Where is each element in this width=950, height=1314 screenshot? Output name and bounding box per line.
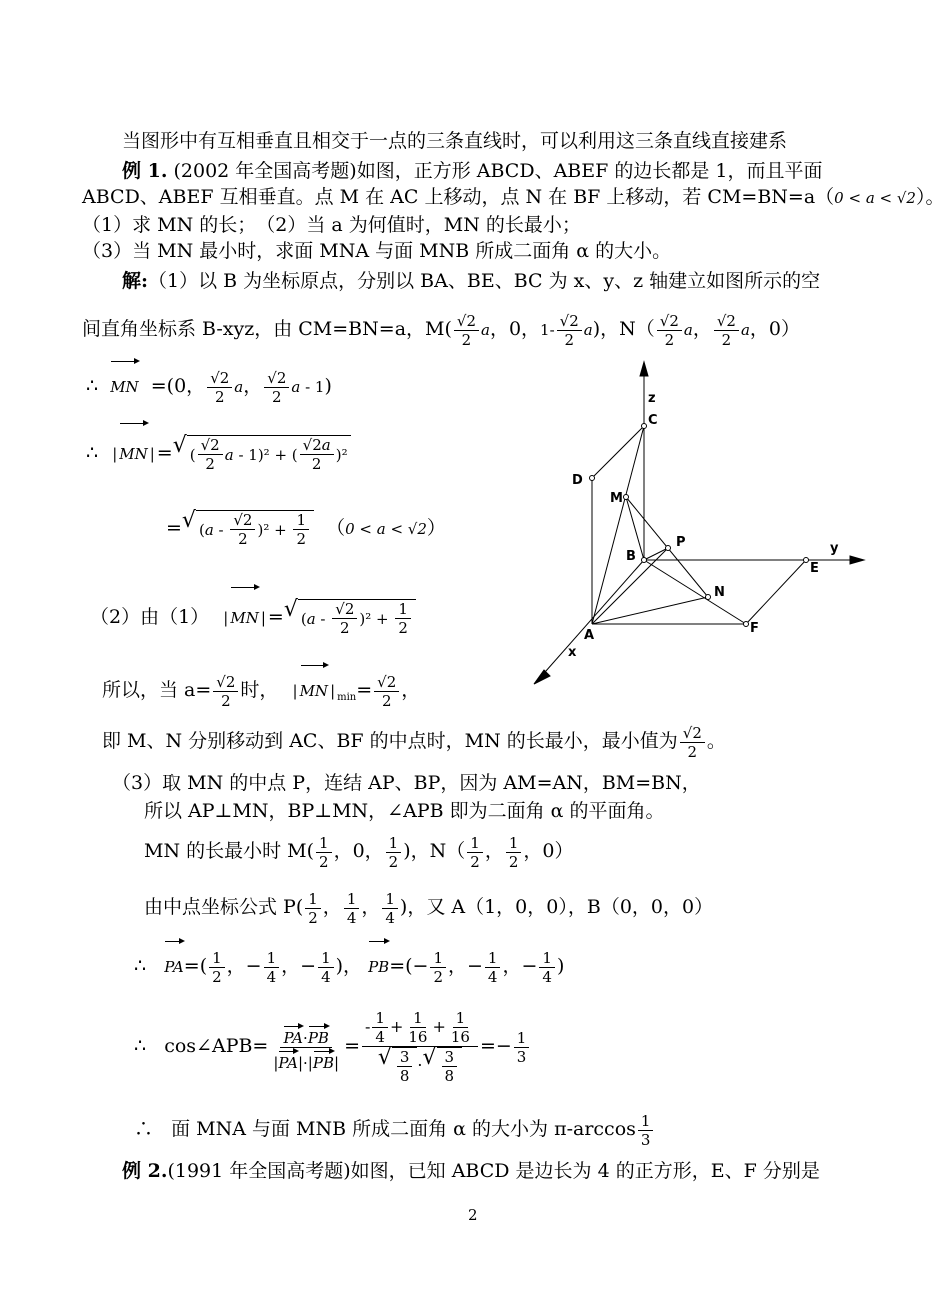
x-arrow bbox=[534, 670, 550, 684]
mn-length-line: ∴ | MN | = √ ( $\frac{√2}{2}$ a - 1)² + ( $\frac{√2a}{2}$ )² bbox=[86, 420, 351, 482]
z-arrow bbox=[640, 362, 648, 376]
label-D: D bbox=[572, 473, 583, 488]
example-1-source: (2002 年全国高考题)如图，正方形 ABCD、ABEF 的边长都是 1，而且平面 bbox=[173, 160, 823, 182]
conclusion-line: 即 M、N 分别移动到 AC、BF 的中点时，MN 的长最小，最小值为 $\frac{√2}{2}$ 。 bbox=[102, 723, 726, 761]
label-x: x bbox=[568, 645, 577, 660]
cos-apb-line: ∴ cos∠APB= $\frac{PA\cdot PB}{|PA|\cdot|PB|}$ = - $\frac{1}{4}$ + $\frac{1}{16}$ + $\frac{1}{16}$ √ $\frac{3}{8}$ · √ $\frac{3}{8}$ =− $\frac{1}{3}$ bbox=[134, 994, 531, 1098]
example-1-label: 例 1. bbox=[122, 160, 168, 182]
intro-line: 当图形中有互相垂直且相交于一点的三条直线时，可以利用这三条直线直接建系 bbox=[122, 130, 788, 152]
example-1-heading bbox=[122, 158, 822, 184]
question-1-2: （1）求 MN 的长； （2）当 a 为何值时，MN 的长最小； bbox=[82, 214, 581, 236]
example-1-line2: ABCD、ABEF 互相垂直。点 M 在 AC 上移动，点 N 在 BF 上移动，若 CM=BN=a（0 < a < √2）。 bbox=[82, 186, 945, 208]
label-F: F bbox=[750, 621, 759, 636]
x-axis bbox=[538, 560, 644, 680]
label-P: P bbox=[676, 535, 686, 550]
so-when-line: 所以，当 a= $\frac{√2}{2}$ 时， | MN | $_{min}$= $\frac{√2}{2}$ ， bbox=[102, 662, 420, 721]
coordinate-figure bbox=[520, 350, 880, 695]
edge-CA bbox=[592, 426, 644, 624]
label-z: z bbox=[648, 391, 656, 406]
label-E: E bbox=[810, 561, 819, 576]
y-arrow bbox=[850, 556, 864, 564]
segment-AN bbox=[592, 597, 708, 624]
solution-line2: 间直角坐标系 B-xyz，由 CM=BN=a，M( $\frac{√2}{2}$ a，0，1- $\frac{√2}{2}$ a)，N（ $\frac{√2}{2}$ a， $\frac{√2}{2}$ a，0） bbox=[82, 311, 801, 349]
final-answer-line: ∴ 面 MNA 与面 MNB 所成二面角 α 的大小为 π-arccos $\frac{1}{3}$ bbox=[134, 1106, 655, 1152]
part3-line2: 所以 AP⊥MN，BP⊥MN，∠APB 即为二面角 α 的平面角。 bbox=[144, 800, 665, 822]
label-N: N bbox=[714, 585, 725, 600]
label-B: B bbox=[626, 549, 636, 564]
part3-line1: （3）取 MN 的中点 P，连结 AP、BP，因为 AM=AN，BM=BN， bbox=[112, 772, 701, 794]
label-M: M bbox=[610, 491, 623, 506]
edge-CD bbox=[592, 426, 644, 478]
edge-FE bbox=[746, 560, 806, 624]
page-number: 2 bbox=[468, 1206, 478, 1224]
label-A: A bbox=[584, 628, 595, 643]
solution-label: 解: bbox=[122, 270, 149, 292]
question-3: （3）当 MN 最小时，求面 MNA 与面 MNB 所成二面角 α 的大小。 bbox=[82, 240, 672, 262]
part2-line: （2）由（1） | MN | = √ ( a - $\frac{√2}{2}$ )² + $\frac{1}{2}$ bbox=[90, 584, 416, 646]
solution-line1: 解:（1）以 B 为坐标原点，分别以 BA、BE、BC 为 x、y、z 轴建立如图所示的空 bbox=[122, 270, 821, 292]
example-2-label: 例 2. bbox=[122, 1160, 168, 1182]
edge-BF bbox=[644, 560, 746, 624]
label-y: y bbox=[830, 541, 839, 556]
pa-pb-vectors: ∴ PA=( $\frac{1}{2}$ ，− $\frac{1}{4}$ ，− $\frac{1}{4}$ )， PB=(− $\frac{1}{2}$ ，− $\frac{1}{4}$ ，− $\frac{1}{4}$ ) bbox=[134, 938, 564, 990]
example-2-line: 例 2.(1991 年全国高考题)如图，已知 ABCD 是边长为 4 的正方形，E、F 分别是 bbox=[122, 1160, 820, 1182]
part3-p-coords: 由中点坐标公式 P( $\frac{1}{2}$ ， $\frac{1}{4}$ ， $\frac{1}{4}$ )，又 A（1，0，0），B（0，0，0） bbox=[144, 889, 714, 927]
label-C: C bbox=[648, 413, 658, 428]
segment-BP bbox=[644, 548, 668, 560]
part3-m-n-coords: MN 的长最小时 M( $\frac{1}{2}$ ，0， $\frac{1}{2}$ )，N（ $\frac{1}{2}$ ， $\frac{1}{2}$ ，0） bbox=[144, 833, 574, 871]
mn-length-simplified: = √ ( a - $\frac{√2}{2}$ )² + $\frac{1}{2}$ （0 < a < √2） bbox=[166, 508, 446, 548]
mn-vector-line: ∴ MN =(0， $\frac{√2}{2}$ a， $\frac{√2}{2}$ a - 1) bbox=[86, 358, 332, 410]
